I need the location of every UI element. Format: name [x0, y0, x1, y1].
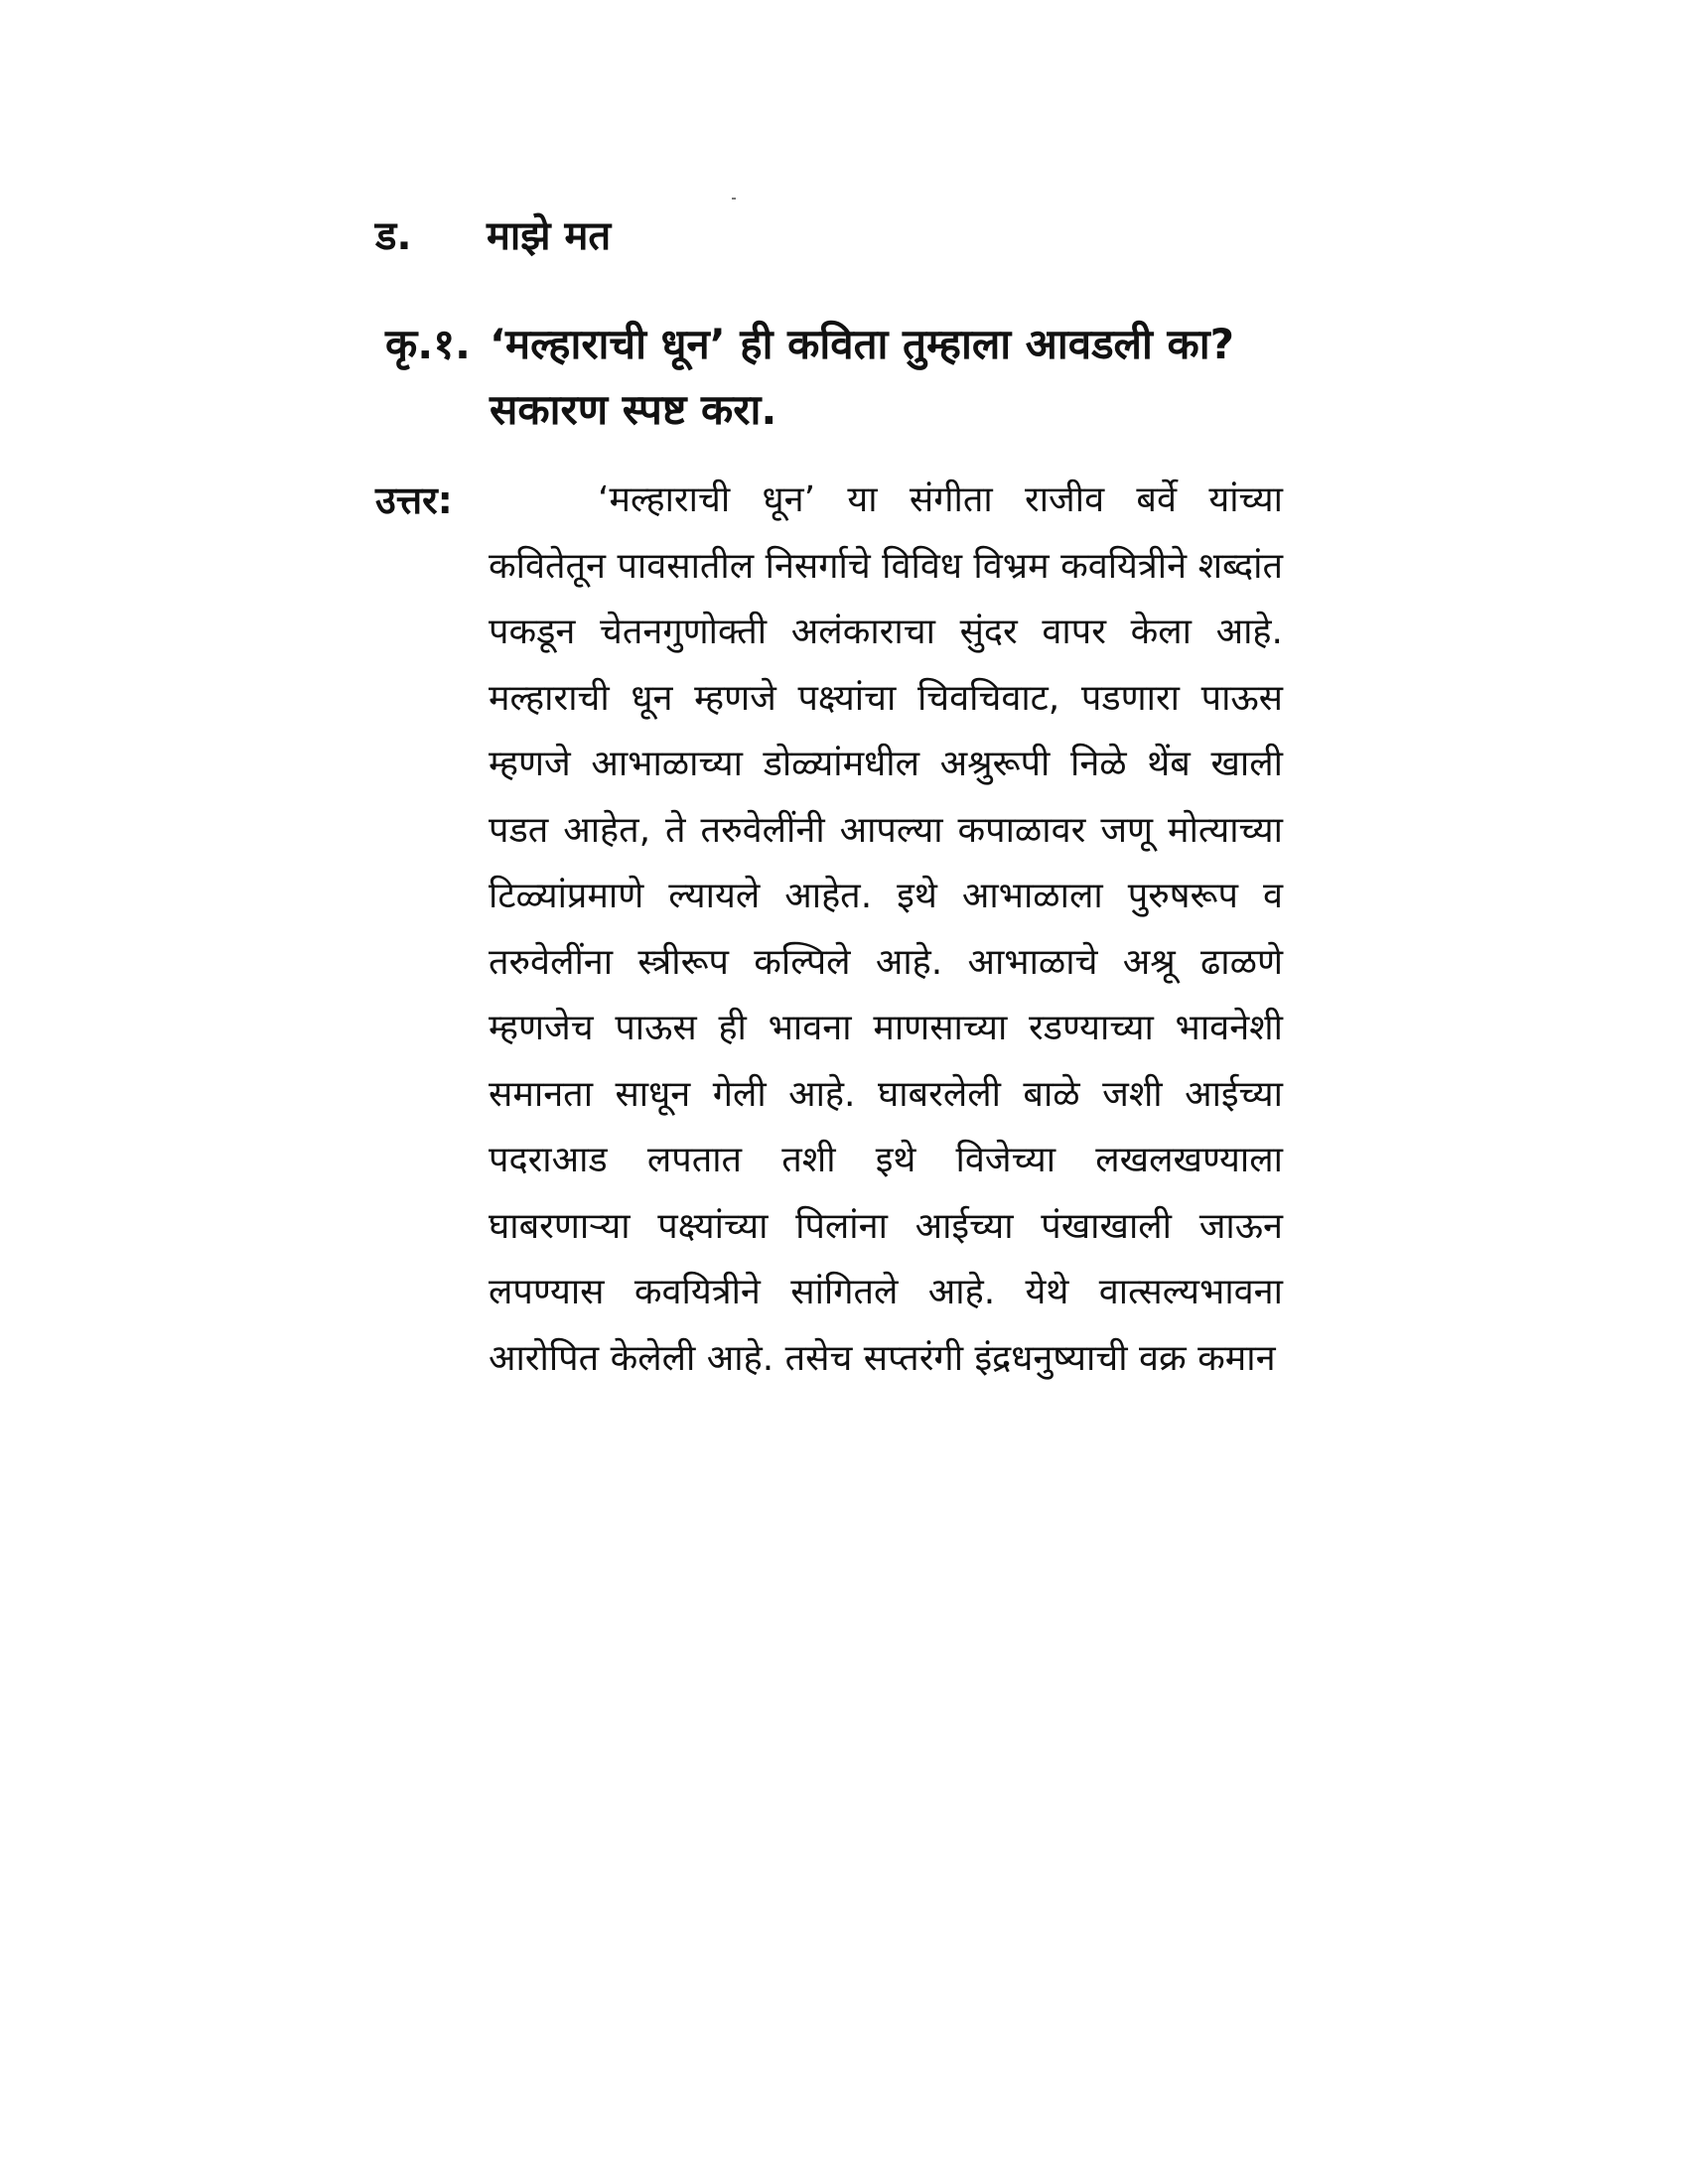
- section-heading: [375, 206, 611, 261]
- answer-text: ‘मल्हाराची धून’ या संगीता राजीव बर्वे यांच्या कवितेतून पावसातील निसर्गाचे विविध विभ्रम कवयित्रीने शब्दांत पकडून चेतनगुणोक्ती अलंकाराचा सुंदर वापर केला आहे. मल्हाराची धून म्हणजे पक्ष्यांचा चिवचिवाट, पडणारा पाऊस म्हणजे आभाळाच्या डोळ्यांमधील अश्रुरूपी निळे थेंब खाली पडत आहेत, ते तरुवेलींनी आपल्या कपाळावर जणू मोत्याच्या टिळ्यांप्रमाणे ल्यायले आहेत. इथे आभाळाला पुरुषरूप व तरुवेलींना स्त्रीरूप कल्पिले आहे. आभाळाचे अश्रू ढाळणे म्हणजेच पाऊस ही भावना माणसाच्या रडण्याच्या भावनेशी समानता साधून गेली आहे. घाबरलेली बाळे जशी आईच्या पदराआड लपतात तशी इथे विजेच्या लखलखण्याला घाबरणाऱ्या पक्ष्यांच्या पिलांना आईच्या पंखाखाली जाऊन लपण्यास कवयित्रीने सांगितले आहे. येथे वात्सल्यभावना आरोपित केलेली आहे. तसेच सप्तरंगी इंद्रधनुष्याची वक्र कमान: [489, 479, 1283, 1379]
- answer-label: उत्तर:: [375, 478, 453, 522]
- question-text: ‘मल्हाराची धून’ ही कविता तुम्हाला आवडली का? सकारण स्पष्ट करा.: [490, 320, 1235, 434]
- section-marker: ड.: [375, 213, 412, 259]
- section-title: माझे मत: [487, 213, 612, 259]
- question-block: [385, 312, 1299, 443]
- scan-speck: [732, 198, 736, 200]
- question-number: कृ.१.: [385, 320, 472, 368]
